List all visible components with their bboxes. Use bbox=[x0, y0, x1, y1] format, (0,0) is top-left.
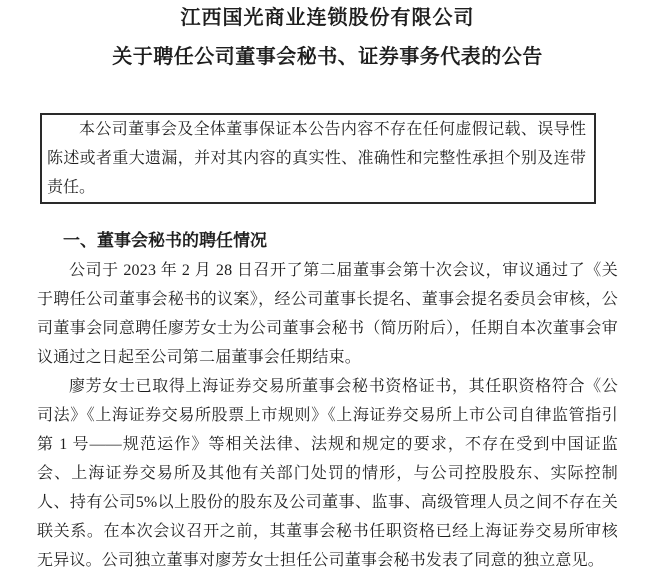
paragraph-appointment-resolution: 公司于 2023 年 2 月 28 日召开了第二届董事会第十次会议，审议通过了《关于聘任公司董事会秘书的议案》，经公司董事长提名、董事会提名委员会审核，公司董事会同意聘任廖芳女士为公司董事会秘书（简历附后），任期自本次董事会审议通过之日起至公司第二届董事会任期结束。 bbox=[37, 262, 618, 366]
section-board-secretary-appointment bbox=[37, 226, 618, 575]
paragraph-qualification-statement: 廖芳女士已取得上海证券交易所董事会秘书资格证书，其任职资格符合《公司法》《上海证券交易所股票上市规则》《上海证券交易所上市公司自律监管指引第 1 号——规范运作》等相关法律、法规和规定的要求，不存在受到中国证监会、上海证券交易所及其他有关部门处罚的情形，与公司控股股东、实际控制人、持有公司5%以上股份的股东及公司董事、监事、高级管理人员之间不存在关联关系。在本次会议召开之前，其董事会秘书任职资格已经上海证券交易所审核无异议。公司独立董事对廖芳女士担任公司董事会秘书发表了同意的独立意见。 bbox=[37, 378, 618, 569]
announcement-title: 关于聘任公司董事会秘书、证券事务代表的公告 bbox=[112, 46, 543, 68]
section-heading: 一、董事会秘书的聘任情况 bbox=[63, 231, 267, 250]
disclaimer-text: 本公司董事会及全体董事保证本公告内容不存在任何虚假记载、误导性陈述或者重大遗漏，并对其内容的真实性、准确性和完整性承担个别及连带责任。 bbox=[47, 121, 586, 196]
company-name-title: 江西国光商业连锁股份有限公司 bbox=[180, 7, 475, 29]
disclaimer-box bbox=[40, 113, 596, 204]
